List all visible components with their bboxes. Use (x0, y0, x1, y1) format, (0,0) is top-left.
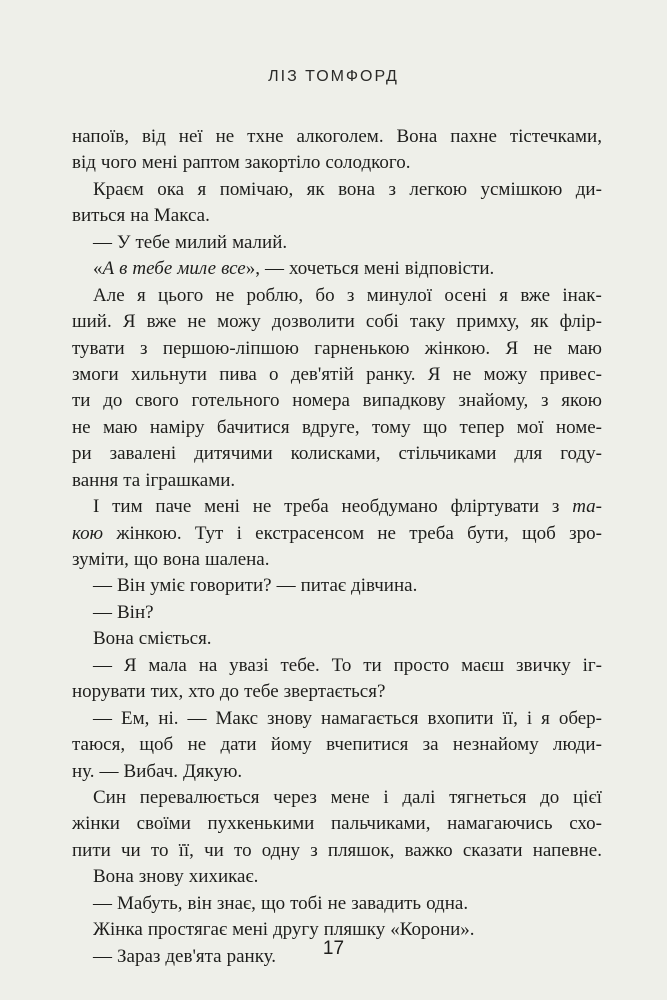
word: можу (217, 311, 261, 333)
word: гарненькою (314, 337, 410, 359)
word: необдумано (341, 496, 438, 518)
word: тебе. (280, 654, 320, 676)
word: відповісти. (404, 258, 495, 280)
word: вона (163, 549, 200, 570)
word: якою (561, 390, 602, 412)
word: змоги (72, 363, 119, 385)
word: випадкову (362, 390, 446, 412)
text-line (72, 653, 602, 679)
word: з (310, 839, 318, 861)
word: я (197, 178, 207, 200)
word: шалена. (204, 549, 270, 570)
word: цієї (573, 786, 602, 808)
word: знову (138, 866, 184, 888)
word: мені (363, 258, 400, 280)
text-line (72, 203, 602, 229)
word: Краєм (93, 178, 144, 200)
word: іг- (582, 654, 602, 676)
page-number: 17 (322, 938, 345, 959)
word: чого (100, 152, 137, 174)
word: намагається (321, 707, 419, 729)
word: завадить (351, 892, 422, 914)
text-line (72, 441, 602, 467)
word: бути, (467, 522, 509, 544)
word: ранку. (366, 363, 416, 385)
word: дозволити (271, 311, 355, 333)
word: дитячими (194, 443, 273, 465)
word: чи (120, 839, 141, 861)
word: треба (284, 496, 329, 518)
word: її, (502, 707, 518, 729)
word: виться (72, 205, 126, 227)
word: то (150, 839, 169, 861)
word: ди- (575, 178, 602, 200)
word: мені (232, 919, 269, 941)
word: флір- (559, 311, 602, 333)
word: Він (117, 575, 146, 597)
word: раптом (182, 152, 240, 174)
word: пити (72, 839, 111, 861)
word: можу (483, 363, 528, 385)
word: питає (300, 575, 347, 597)
word: Макса. (153, 205, 210, 227)
word: Мабуть, (117, 892, 183, 914)
word: напевне. (532, 839, 602, 861)
word: він (187, 892, 212, 914)
word: не (187, 311, 207, 333)
word: щоб (522, 522, 556, 544)
word: Дякую. (183, 760, 243, 782)
word: не (72, 416, 91, 438)
word: собі (365, 311, 399, 333)
word: тебе (244, 681, 279, 703)
word: тому (371, 416, 411, 438)
word: з (388, 178, 396, 200)
word: не (327, 892, 347, 914)
word: тебе (132, 258, 173, 280)
word: — (93, 892, 112, 914)
word: алкоголем. (296, 126, 384, 147)
word: ший. (72, 311, 112, 333)
word: тих, (150, 681, 184, 703)
word: я (499, 284, 508, 306)
word: я (136, 284, 146, 306)
word: вже (520, 284, 551, 306)
word: ранку. (226, 945, 277, 967)
word: тобі (290, 892, 323, 914)
word: Зараз (117, 945, 161, 967)
word: ри (72, 443, 92, 465)
word: номера (292, 390, 350, 412)
word: що (260, 892, 286, 914)
word: милий (175, 231, 228, 253)
word: привес- (539, 363, 602, 385)
word: дев'ята (165, 945, 222, 967)
word: обер- (558, 707, 602, 729)
word: просто (393, 654, 450, 676)
word: зуміти, (72, 549, 129, 570)
word: Я (505, 337, 519, 359)
text-line (72, 811, 602, 837)
word: легкою (409, 178, 468, 200)
word: То (331, 654, 352, 676)
word: жінкою. (424, 337, 491, 359)
word: що (133, 549, 159, 570)
word: з (551, 496, 560, 518)
text-line (72, 230, 602, 256)
word: пива (219, 363, 257, 385)
word: і (526, 707, 533, 729)
word: ока (157, 178, 185, 200)
word: на (130, 205, 149, 227)
word: миле (177, 258, 217, 280)
word: не (377, 522, 396, 544)
word: — (93, 707, 112, 729)
text-line (72, 468, 602, 494)
word: цього (158, 284, 204, 306)
word: помічаю, (219, 178, 294, 200)
word: люди- (553, 734, 602, 756)
word: Вона (93, 628, 134, 650)
word: завалені (109, 443, 177, 465)
word: Я (122, 311, 136, 333)
word: минулої (366, 284, 433, 306)
word: та- (572, 496, 602, 518)
word: і (236, 522, 242, 544)
word: тхне (247, 126, 284, 147)
word: номе- (555, 416, 602, 438)
word: чи (204, 839, 224, 861)
word: о (269, 363, 279, 385)
word: неї (178, 126, 203, 147)
word: хильнути (131, 363, 207, 385)
word: — (93, 945, 112, 967)
body-text (72, 124, 602, 970)
word: — (93, 575, 112, 597)
word: схо- (569, 813, 602, 835)
text-line (72, 759, 602, 785)
word: для (514, 443, 543, 465)
word: в (119, 258, 128, 280)
word: таюся, (72, 734, 126, 756)
word: тебе (135, 231, 171, 253)
word: то (234, 839, 252, 861)
word: пляшку (323, 919, 386, 941)
word: на (198, 654, 218, 676)
word: мала (148, 654, 187, 676)
word: Вона (396, 126, 438, 147)
word: ну. (72, 760, 95, 782)
word: мене (330, 786, 370, 808)
word: Але (93, 284, 125, 306)
word: бо (315, 284, 335, 306)
word: малий. (232, 231, 288, 253)
word: далі (402, 786, 436, 808)
word: сміється. (138, 628, 212, 650)
word: таку (409, 311, 446, 333)
word: екстрасенсом (255, 522, 365, 544)
word: Тут (194, 522, 224, 544)
text-line (72, 256, 602, 282)
word: пляшок, (327, 839, 395, 861)
word: вання (72, 469, 119, 491)
word: маю (567, 337, 602, 359)
word: Макс (215, 707, 259, 729)
word: солодкого. (325, 152, 411, 174)
word: не (252, 496, 272, 518)
word: з (346, 284, 355, 306)
word: — (93, 654, 112, 676)
running-header: ЛІЗ ТОМФОРД (268, 68, 399, 85)
word: закортіло (244, 152, 321, 174)
word: бачитися (216, 416, 290, 438)
word: ні. (158, 707, 179, 729)
text-line (72, 494, 602, 520)
word: хихикає. (188, 866, 259, 888)
word: через (273, 786, 317, 808)
word: Жінка (93, 919, 143, 941)
word: все», (221, 258, 260, 280)
word: пальчиками, (330, 813, 431, 835)
word: не (533, 337, 553, 359)
word: я (541, 707, 550, 729)
word: одну (261, 839, 301, 861)
word: маю (102, 416, 138, 438)
text-line (72, 283, 602, 309)
word: незнайому (452, 734, 539, 756)
word: усмішкою (480, 178, 563, 200)
word: своїми (136, 813, 191, 835)
text-line (72, 706, 602, 732)
text-line (72, 785, 602, 811)
word: У (117, 231, 131, 253)
word: наміру (149, 416, 205, 438)
word: Вона (93, 866, 134, 888)
word: тягнеться (449, 786, 527, 808)
word: інак- (562, 284, 602, 306)
word: — (93, 231, 112, 253)
text-line (72, 177, 602, 203)
word: сказати (462, 839, 523, 861)
text-line (72, 150, 602, 176)
word: колисками, (290, 443, 381, 465)
word: з (140, 337, 148, 359)
word: до (103, 390, 123, 412)
word: іграшками. (145, 469, 236, 491)
word: І (93, 496, 100, 518)
word: вчепитися (326, 734, 409, 756)
word: тим (112, 496, 143, 518)
word: мої (516, 416, 544, 438)
word: году- (560, 443, 602, 465)
word: — (276, 575, 296, 597)
word: ти (363, 654, 382, 676)
word: уміє (150, 575, 185, 597)
text-line (72, 626, 602, 652)
word: — (93, 601, 112, 623)
word: вхопити (427, 707, 494, 729)
word: готельного (191, 390, 280, 412)
word: одна. (426, 892, 469, 914)
word: до (219, 681, 240, 703)
word: не (215, 126, 235, 147)
text-line (72, 732, 602, 758)
word: норувати (72, 681, 146, 703)
word: — (264, 258, 284, 280)
word: Я (123, 654, 137, 676)
word: простягає (147, 919, 228, 941)
word: тувати (72, 337, 125, 359)
word: як (530, 311, 549, 333)
word: йому (270, 734, 312, 756)
word: що (423, 416, 448, 438)
word: дати (220, 734, 257, 756)
word: щоб (139, 734, 174, 756)
word: ти (72, 390, 91, 412)
text-line (72, 415, 602, 441)
word: до (540, 786, 560, 808)
word: пухкенькими (207, 813, 315, 835)
word: примху, (456, 311, 520, 333)
text-line (72, 864, 602, 890)
word: не (187, 734, 207, 756)
word: тепер (459, 416, 505, 438)
word: і (383, 786, 389, 808)
word: з (540, 390, 549, 412)
word: намагаючись (447, 813, 553, 835)
word: Ем, (120, 707, 150, 729)
word: тістечками, (509, 126, 602, 147)
word: мені (141, 152, 178, 174)
word: знову (267, 707, 313, 729)
word: важко (404, 839, 453, 861)
word: від (72, 152, 96, 174)
word: говорити? (189, 575, 272, 597)
word: її, (178, 839, 194, 861)
text-line (72, 891, 602, 917)
word: другу (273, 919, 319, 941)
text-line (72, 124, 602, 150)
text-line (72, 838, 602, 864)
word: вона (338, 178, 376, 200)
word: Він? (117, 601, 154, 623)
text-line (72, 336, 602, 362)
word: знайому, (458, 390, 529, 412)
text-line (72, 573, 602, 599)
word: паче (155, 496, 192, 518)
word: мені (204, 496, 240, 518)
word: жінкою. (116, 522, 182, 544)
word: треба (409, 522, 454, 544)
word: першою-ліпшою (162, 337, 299, 359)
text-line (72, 521, 602, 547)
word: фліртувати (450, 496, 540, 518)
word: напоїв, (72, 126, 130, 147)
word: не (215, 284, 235, 306)
word: жінки (72, 813, 120, 835)
word: як (306, 178, 325, 200)
word: хочеться (288, 258, 359, 280)
word: свого (135, 390, 179, 412)
word: осені (444, 284, 487, 306)
word: «А (93, 258, 115, 280)
text-line (72, 600, 602, 626)
word: пахне (450, 126, 497, 147)
text-line (72, 547, 602, 573)
word: Вибач. (123, 760, 179, 782)
word: за (422, 734, 439, 756)
word: — (187, 707, 207, 729)
word: дівчина. (351, 575, 418, 597)
word: хто (188, 681, 215, 703)
word: зро- (569, 522, 602, 544)
word: та (123, 469, 141, 491)
word: Я (427, 363, 441, 385)
word: Син (93, 786, 127, 808)
word: «Корони». (390, 919, 475, 941)
word: маєш (461, 654, 505, 676)
word: знає, (216, 892, 256, 914)
word: не (452, 363, 472, 385)
word: кою (72, 522, 104, 544)
word: перевалюється (139, 786, 260, 808)
word: вдруге, (301, 416, 360, 438)
word: вже (146, 311, 177, 333)
word: — (99, 760, 119, 782)
text-line (72, 388, 602, 414)
text-line (72, 679, 602, 705)
word: звичку (516, 654, 571, 676)
word: увазі (229, 654, 269, 676)
word: дев'ятій (290, 363, 354, 385)
text-line (72, 309, 602, 335)
word: стільчиками (398, 443, 497, 465)
word: роблю, (246, 284, 304, 306)
text-line (72, 362, 602, 388)
word: звертається? (283, 681, 386, 703)
word: від (141, 126, 166, 147)
